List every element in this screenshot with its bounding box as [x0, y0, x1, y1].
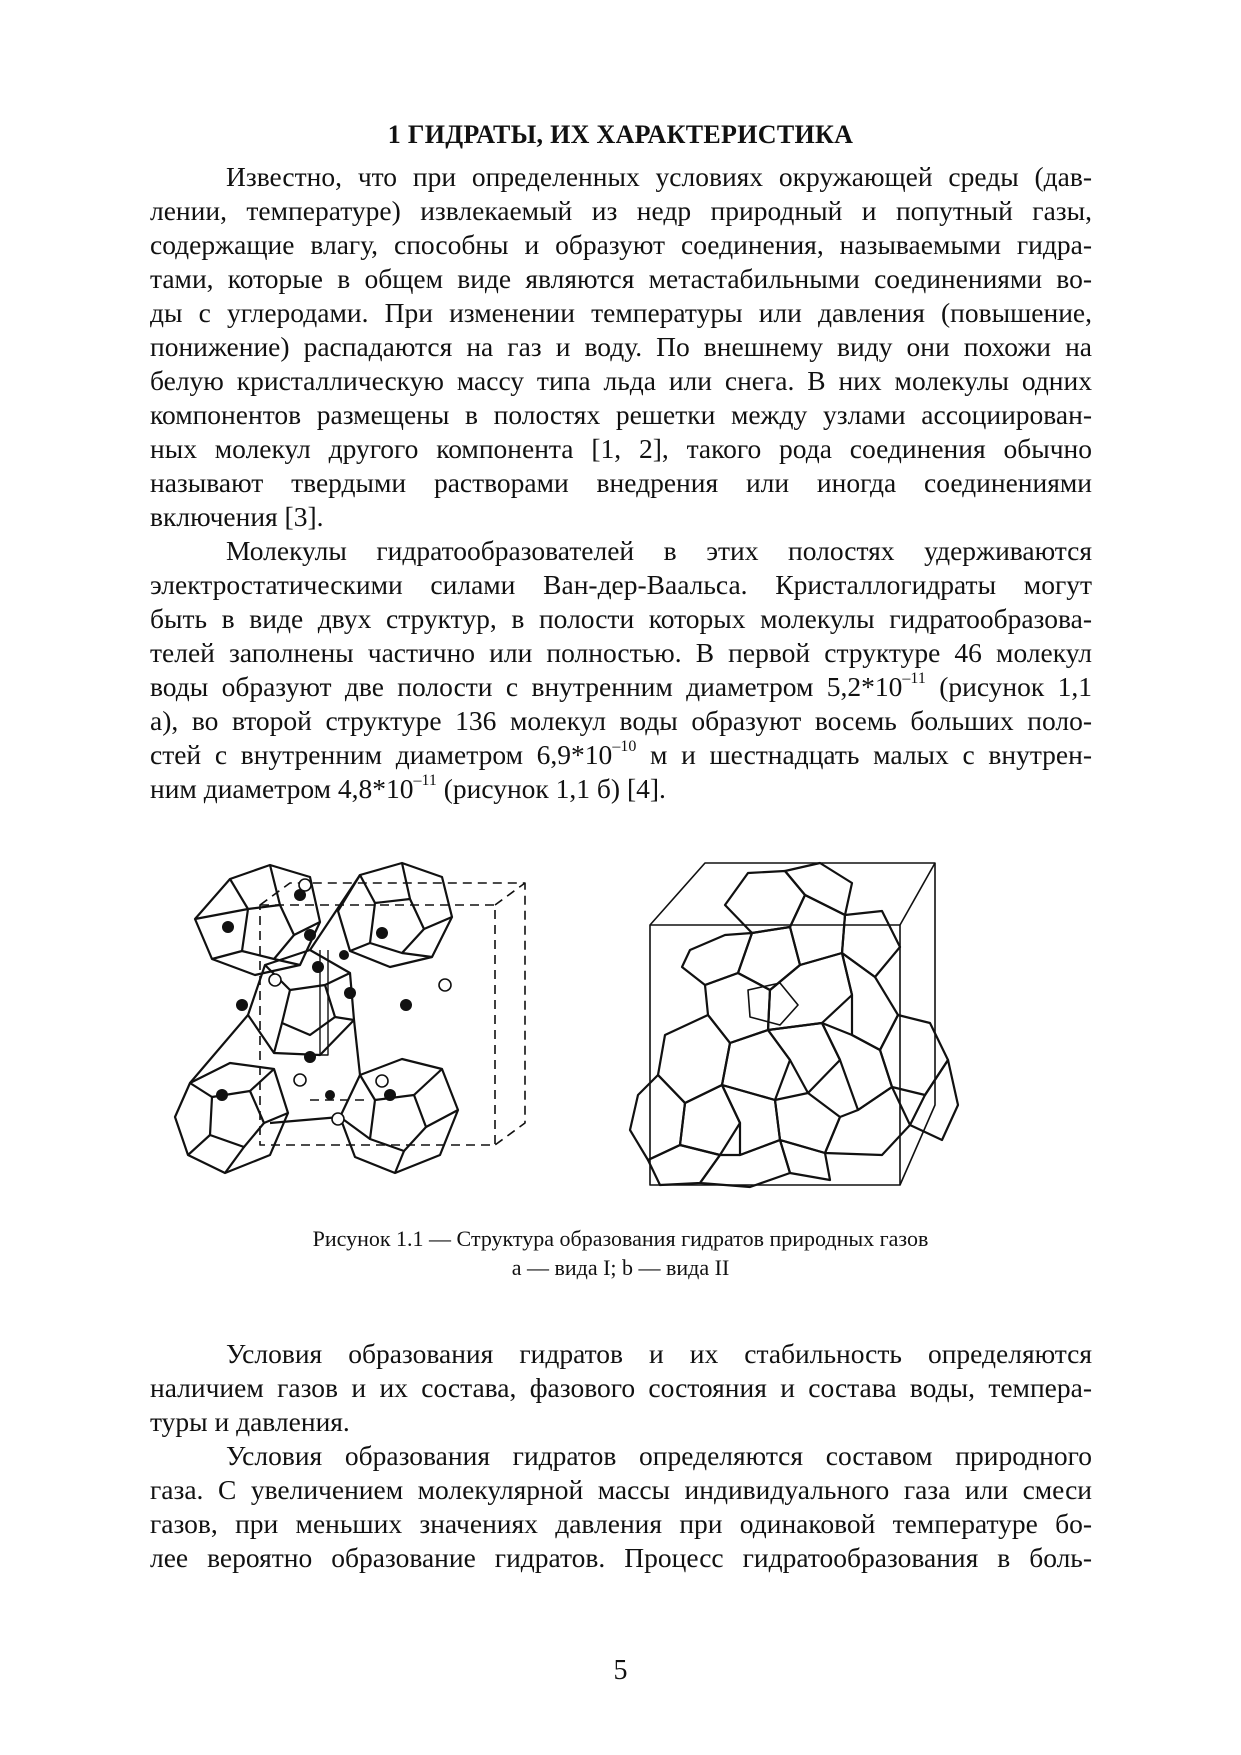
text-segment: воды образуют две полости с внутренним диаметром 5,2*10: [150, 671, 903, 702]
text-line: лении, температуре) извлекаемый из недр природный и попутный газы,: [150, 195, 1092, 226]
caption-line-2: а — вида I; b — вида II: [511, 1255, 730, 1280]
structure-i-diagram: [175, 863, 525, 1173]
superscript: –11: [902, 669, 926, 687]
text-line: Условия образования гидратов определяются составом природного: [226, 1440, 1092, 1471]
text-segment: м и шестнадцать малых с внутрен-: [636, 739, 1093, 770]
text-segment: (рисунок 1,1 б) [4].: [436, 773, 666, 804]
text-line: содержащие влагу, способны и образуют соединения, называемыми гидра-: [150, 229, 1092, 260]
text-line: [150, 738, 1092, 772]
text-line: включения [3].: [150, 501, 324, 532]
paragraph-2: [150, 534, 1092, 806]
text-line: понижение) распадаются на газ и воду. По внешнему виду они похожи на: [150, 331, 1092, 362]
text-segment: (рисунок 1,1: [925, 671, 1093, 702]
page-number: 5: [613, 1655, 628, 1686]
text-line: туры и давления.: [150, 1406, 350, 1437]
text-line: Известно, что при определенных условиях окружающей среды (дав-: [226, 161, 1092, 192]
text-line: тами, которые в общем виде являются метастабильными соединениями во-: [150, 263, 1092, 294]
text-segment: ним диаметром 4,8*10: [150, 773, 414, 804]
text-line: [150, 670, 1092, 704]
superscript: –11: [413, 771, 437, 789]
text-line: а), во второй структуре 136 молекул воды образуют восемь больших поло-: [150, 705, 1092, 736]
text-segment: стей с внутренним диаметром 6,9*10: [150, 739, 613, 770]
text-line: телей заполнены частично или полностью. В первой структуре 46 молекул: [150, 637, 1092, 668]
caption-line-1: Рисунок 1.1 — Структура образования гидратов природных газов: [312, 1226, 929, 1251]
text-line: газов, при меньших значениях давления при одинаковой температуре бо-: [150, 1508, 1092, 1539]
text-line: газа. С увеличением молекулярной массы индивидуального газа или смеси: [150, 1474, 1092, 1505]
figure-hydrate-structures: [170, 855, 1080, 1190]
text-line: электростатическими силами Ван-дер-Ваальса. Кристаллогидраты могут: [150, 569, 1092, 600]
paragraph-1: [150, 160, 1092, 534]
section-heading: 1 ГИДРАТЫ, ИХ ХАРАКТЕРИСТИКА: [387, 120, 854, 149]
text-line: ды с углеродами. При изменении температуры или давления (повышение,: [150, 297, 1092, 328]
figure-caption: [0, 1224, 1241, 1282]
text-line: наличием газов и их состава, фазового состояния и состава воды, темпера-: [150, 1372, 1092, 1403]
paragraph-3: [150, 1337, 1092, 1439]
paragraph-4: [150, 1439, 1092, 1575]
text-line: ных молекул другого компонента [1, 2], такого рода соединения обычно: [150, 433, 1092, 464]
text-line: белую кристаллическую массу типа льда или снега. В них молекулы одних: [150, 365, 1092, 396]
superscript: –10: [612, 737, 637, 755]
text-line: Условия образования гидратов и их стабильность определяются: [226, 1338, 1092, 1369]
text-line: быть в виде двух структур, в полости которых молекулы гидратообразова-: [150, 603, 1092, 634]
text-line: лее вероятно образование гидратов. Процесс гидратообразования в боль-: [150, 1542, 1092, 1573]
text-line: Молекулы гидратообразователей в этих полостях удерживаются: [226, 535, 1092, 566]
text-line: компонентов размещены в полостях решетки между узлами ассоциирован-: [150, 399, 1092, 430]
text-line: [150, 772, 1092, 806]
text-line: называют твердыми растворами внедрения или иногда соединениями: [150, 467, 1092, 498]
structure-ii-diagram: [630, 863, 958, 1187]
